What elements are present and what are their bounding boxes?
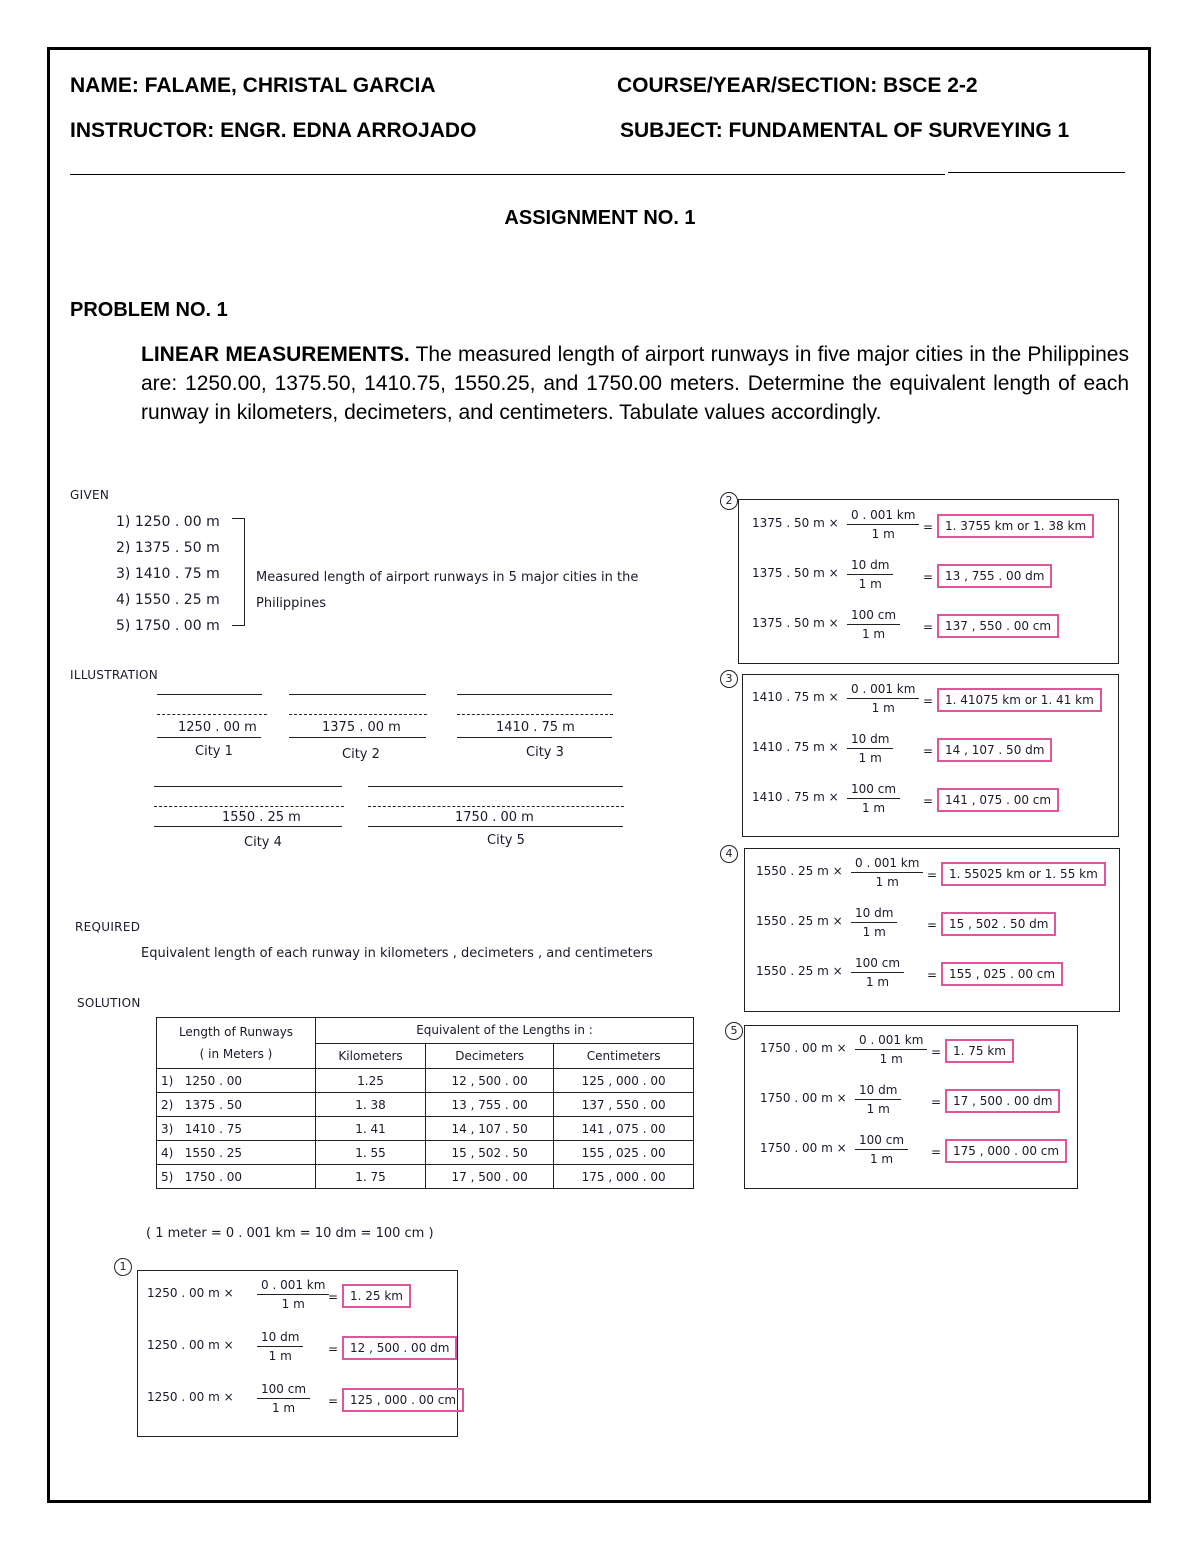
table-row: 2) 1375 . 50 1. 38 13 , 755 . 00 137 , 550 . 00 (157, 1093, 694, 1117)
box-2-lhs: 1375 . 50 m × (752, 566, 839, 580)
given-item-1: 1) 1250 . 00 m (116, 514, 220, 530)
box-2-answer: 137 , 550 . 00 cm (937, 614, 1059, 638)
assignment-title: ASSIGNMENT NO. 1 (504, 207, 696, 229)
box-4-number: 4 (720, 845, 738, 863)
city-4-name: City 4 (244, 835, 282, 850)
box-2-equals: = (923, 620, 934, 634)
city-5-name: City 5 (487, 833, 525, 848)
box-1-answer: 125 , 000 . 00 cm (342, 1388, 464, 1412)
box-5-answer: 175 , 000 . 00 cm (945, 1139, 1067, 1163)
box-2-number: 2 (720, 492, 738, 510)
table-header-cm: Centimeters (554, 1043, 694, 1069)
box-4-equals: = (927, 968, 938, 982)
box-3-equals: = (923, 794, 934, 808)
box-3-fraction: $\frac{0 . 001 km}{1 m}$ (847, 682, 919, 715)
student-name: NAME: FALAME, CHRISTAL GARCIA (70, 74, 436, 97)
box-4-answer: 15 , 502 . 50 dm (941, 912, 1056, 936)
required-label: REQUIRED (75, 920, 141, 934)
box-2-answer: 1. 3755 km or 1. 38 km (937, 514, 1094, 538)
box-1-answer: 1. 25 km (342, 1284, 411, 1308)
table-header-length: Length of Runways ( in Meters ) (157, 1018, 316, 1069)
conversion-note: ( 1 meter = 0 . 001 km = 10 dm = 100 cm ) (146, 1226, 434, 1241)
city-2-name: City 2 (342, 747, 380, 762)
box-4-answer: 155 , 025 . 00 cm (941, 962, 1063, 986)
given-label: GIVEN (70, 488, 110, 502)
box-1-fraction: $\frac{0 . 001 km}{1 m}$ (257, 1278, 329, 1311)
illustration-label: ILLUSTRATION (70, 668, 159, 682)
given-item-2: 2) 1375 . 50 m (116, 540, 220, 556)
box-3-fraction: $\frac{10 dm}{1 m}$ (847, 732, 893, 765)
box-4-answer: 1. 55025 km or 1. 55 km (941, 862, 1106, 886)
city-4-length: 1550 . 25 m (222, 810, 301, 825)
given-item-3: 3) 1410 . 75 m (116, 566, 220, 582)
box-5-fraction: $\frac{10 dm}{1 m}$ (855, 1083, 901, 1116)
box-5-answer: 17 , 500 . 00 dm (945, 1089, 1060, 1113)
city-1-name: City 1 (195, 744, 233, 759)
box-5-equals: = (931, 1095, 942, 1109)
box-1-fraction: $\frac{10 dm}{1 m}$ (257, 1330, 303, 1363)
box-2-answer: 13 , 755 . 00 dm (937, 564, 1052, 588)
box-3-answer: 141 , 075 . 00 cm (937, 788, 1059, 812)
box-4-fraction: $\frac{0 . 001 km}{1 m}$ (851, 856, 923, 889)
box-1-equals: = (328, 1342, 339, 1356)
box-5-lhs: 1750 . 00 m × (760, 1091, 847, 1105)
box-5-lhs: 1750 . 00 m × (760, 1141, 847, 1155)
given-note: Measured length of airport runways in 5 major cities in the Philippines (256, 570, 639, 611)
required-text: Equivalent length of each runway in kilometers , decimeters , and centimeters (141, 946, 653, 961)
subject: SUBJECT: FUNDAMENTAL OF SURVEYING 1 (620, 119, 1070, 142)
box-1-number: 1 (114, 1258, 132, 1276)
box-3-answer: 1. 41075 km or 1. 41 km (937, 688, 1102, 712)
table-row: 4) 1550 . 25 1. 55 15 , 502 . 50 155 , 025 . 00 (157, 1141, 694, 1165)
problem-body: The measured length of airport runways in five major cities in the Philippines are: 1250.00, 1375.50, 1410.75, 1550.25, and 1750.00 meters. Determine the equivalent length of each runway in kilometers, decimeters, and centimeters. Tabulate values accordingly. (141, 343, 1129, 424)
box-3-answer: 14 , 107 . 50 dm (937, 738, 1052, 762)
box-4-equals: = (927, 868, 938, 882)
city-2-length: 1375 . 00 m (322, 720, 401, 735)
box-2-equals: = (923, 520, 934, 534)
header-rule-left (70, 174, 945, 175)
box-4-equals: = (927, 918, 938, 932)
box-4-fraction: $\frac{100 cm}{1 m}$ (851, 956, 904, 989)
box-5-answer: 1. 75 km (945, 1039, 1014, 1063)
box-2-fraction: $\frac{100 cm}{1 m}$ (847, 608, 900, 641)
box-1-fraction: $\frac{100 cm}{1 m}$ (257, 1382, 310, 1415)
box-5-number: 5 (725, 1022, 743, 1040)
box-3-equals: = (923, 744, 934, 758)
box-2-equals: = (923, 570, 934, 584)
runway-conversion-table (156, 1017, 694, 1189)
table-header-km: Kilometers (316, 1043, 426, 1069)
box-4-lhs: 1550 . 25 m × (756, 964, 843, 978)
box-3-equals: = (923, 694, 934, 708)
box-5-fraction: $\frac{0 . 001 km}{1 m}$ (855, 1033, 927, 1066)
box-5-lhs: 1750 . 00 m × (760, 1041, 847, 1055)
box-1-lhs: 1250 . 00 m × (147, 1286, 234, 1300)
table-header-dm: Decimeters (426, 1043, 554, 1069)
problem-title: PROBLEM NO. 1 (70, 299, 228, 321)
box-3-lhs: 1410 . 75 m × (752, 690, 839, 704)
course-year-section: COURSE/YEAR/SECTION: BSCE 2-2 (617, 74, 978, 97)
header-rule-right (948, 172, 1125, 173)
table-row: 1) 1250 . 00 1.25 12 , 500 . 00 125 , 000 . 00 (157, 1069, 694, 1093)
city-1-length: 1250 . 00 m (178, 720, 257, 735)
box-2-lhs: 1375 . 50 m × (752, 516, 839, 530)
box-1-equals: = (328, 1394, 339, 1408)
solution-label: SOLUTION (77, 996, 141, 1010)
box-1-lhs: 1250 . 00 m × (147, 1390, 234, 1404)
box-2-lhs: 1375 . 50 m × (752, 616, 839, 630)
city-3-name: City 3 (526, 745, 564, 760)
box-4-lhs: 1550 . 25 m × (756, 864, 843, 878)
box-1-lhs: 1250 . 00 m × (147, 1338, 234, 1352)
problem-statement (141, 340, 1129, 427)
city-3-length: 1410 . 75 m (496, 720, 575, 735)
table-row: 3) 1410 . 75 1. 41 14 , 107 . 50 141 , 075 . 00 (157, 1117, 694, 1141)
box-2-fraction: $\frac{10 dm}{1 m}$ (847, 558, 893, 591)
table-row: 5) 1750 . 00 1. 75 17 , 500 . 00 175 , 000 . 00 (157, 1165, 694, 1189)
problem-lead: LINEAR MEASUREMENTS. (141, 343, 410, 366)
box-3-number: 3 (720, 670, 738, 688)
given-item-5: 5) 1750 . 00 m (116, 618, 220, 634)
box-5-equals: = (931, 1045, 942, 1059)
box-2-fraction: $\frac{0 . 001 km}{1 m}$ (847, 508, 919, 541)
box-4-lhs: 1550 . 25 m × (756, 914, 843, 928)
box-3-fraction: $\frac{100 cm}{1 m}$ (847, 782, 900, 815)
box-1-answer: 12 , 500 . 00 dm (342, 1336, 457, 1360)
box-3-lhs: 1410 . 75 m × (752, 740, 839, 754)
box-3-lhs: 1410 . 75 m × (752, 790, 839, 804)
box-4-fraction: $\frac{10 dm}{1 m}$ (851, 906, 897, 939)
given-brace (232, 518, 245, 626)
box-1-equals: = (328, 1290, 339, 1304)
city-5-length: 1750 . 00 m (455, 810, 534, 825)
box-5-equals: = (931, 1145, 942, 1159)
table-header-group: Equivalent of the Lengths in : (316, 1018, 694, 1044)
instructor: INSTRUCTOR: ENGR. EDNA ARROJADO (70, 119, 477, 142)
box-5-fraction: $\frac{100 cm}{1 m}$ (855, 1133, 908, 1166)
given-item-4: 4) 1550 . 25 m (116, 592, 220, 608)
